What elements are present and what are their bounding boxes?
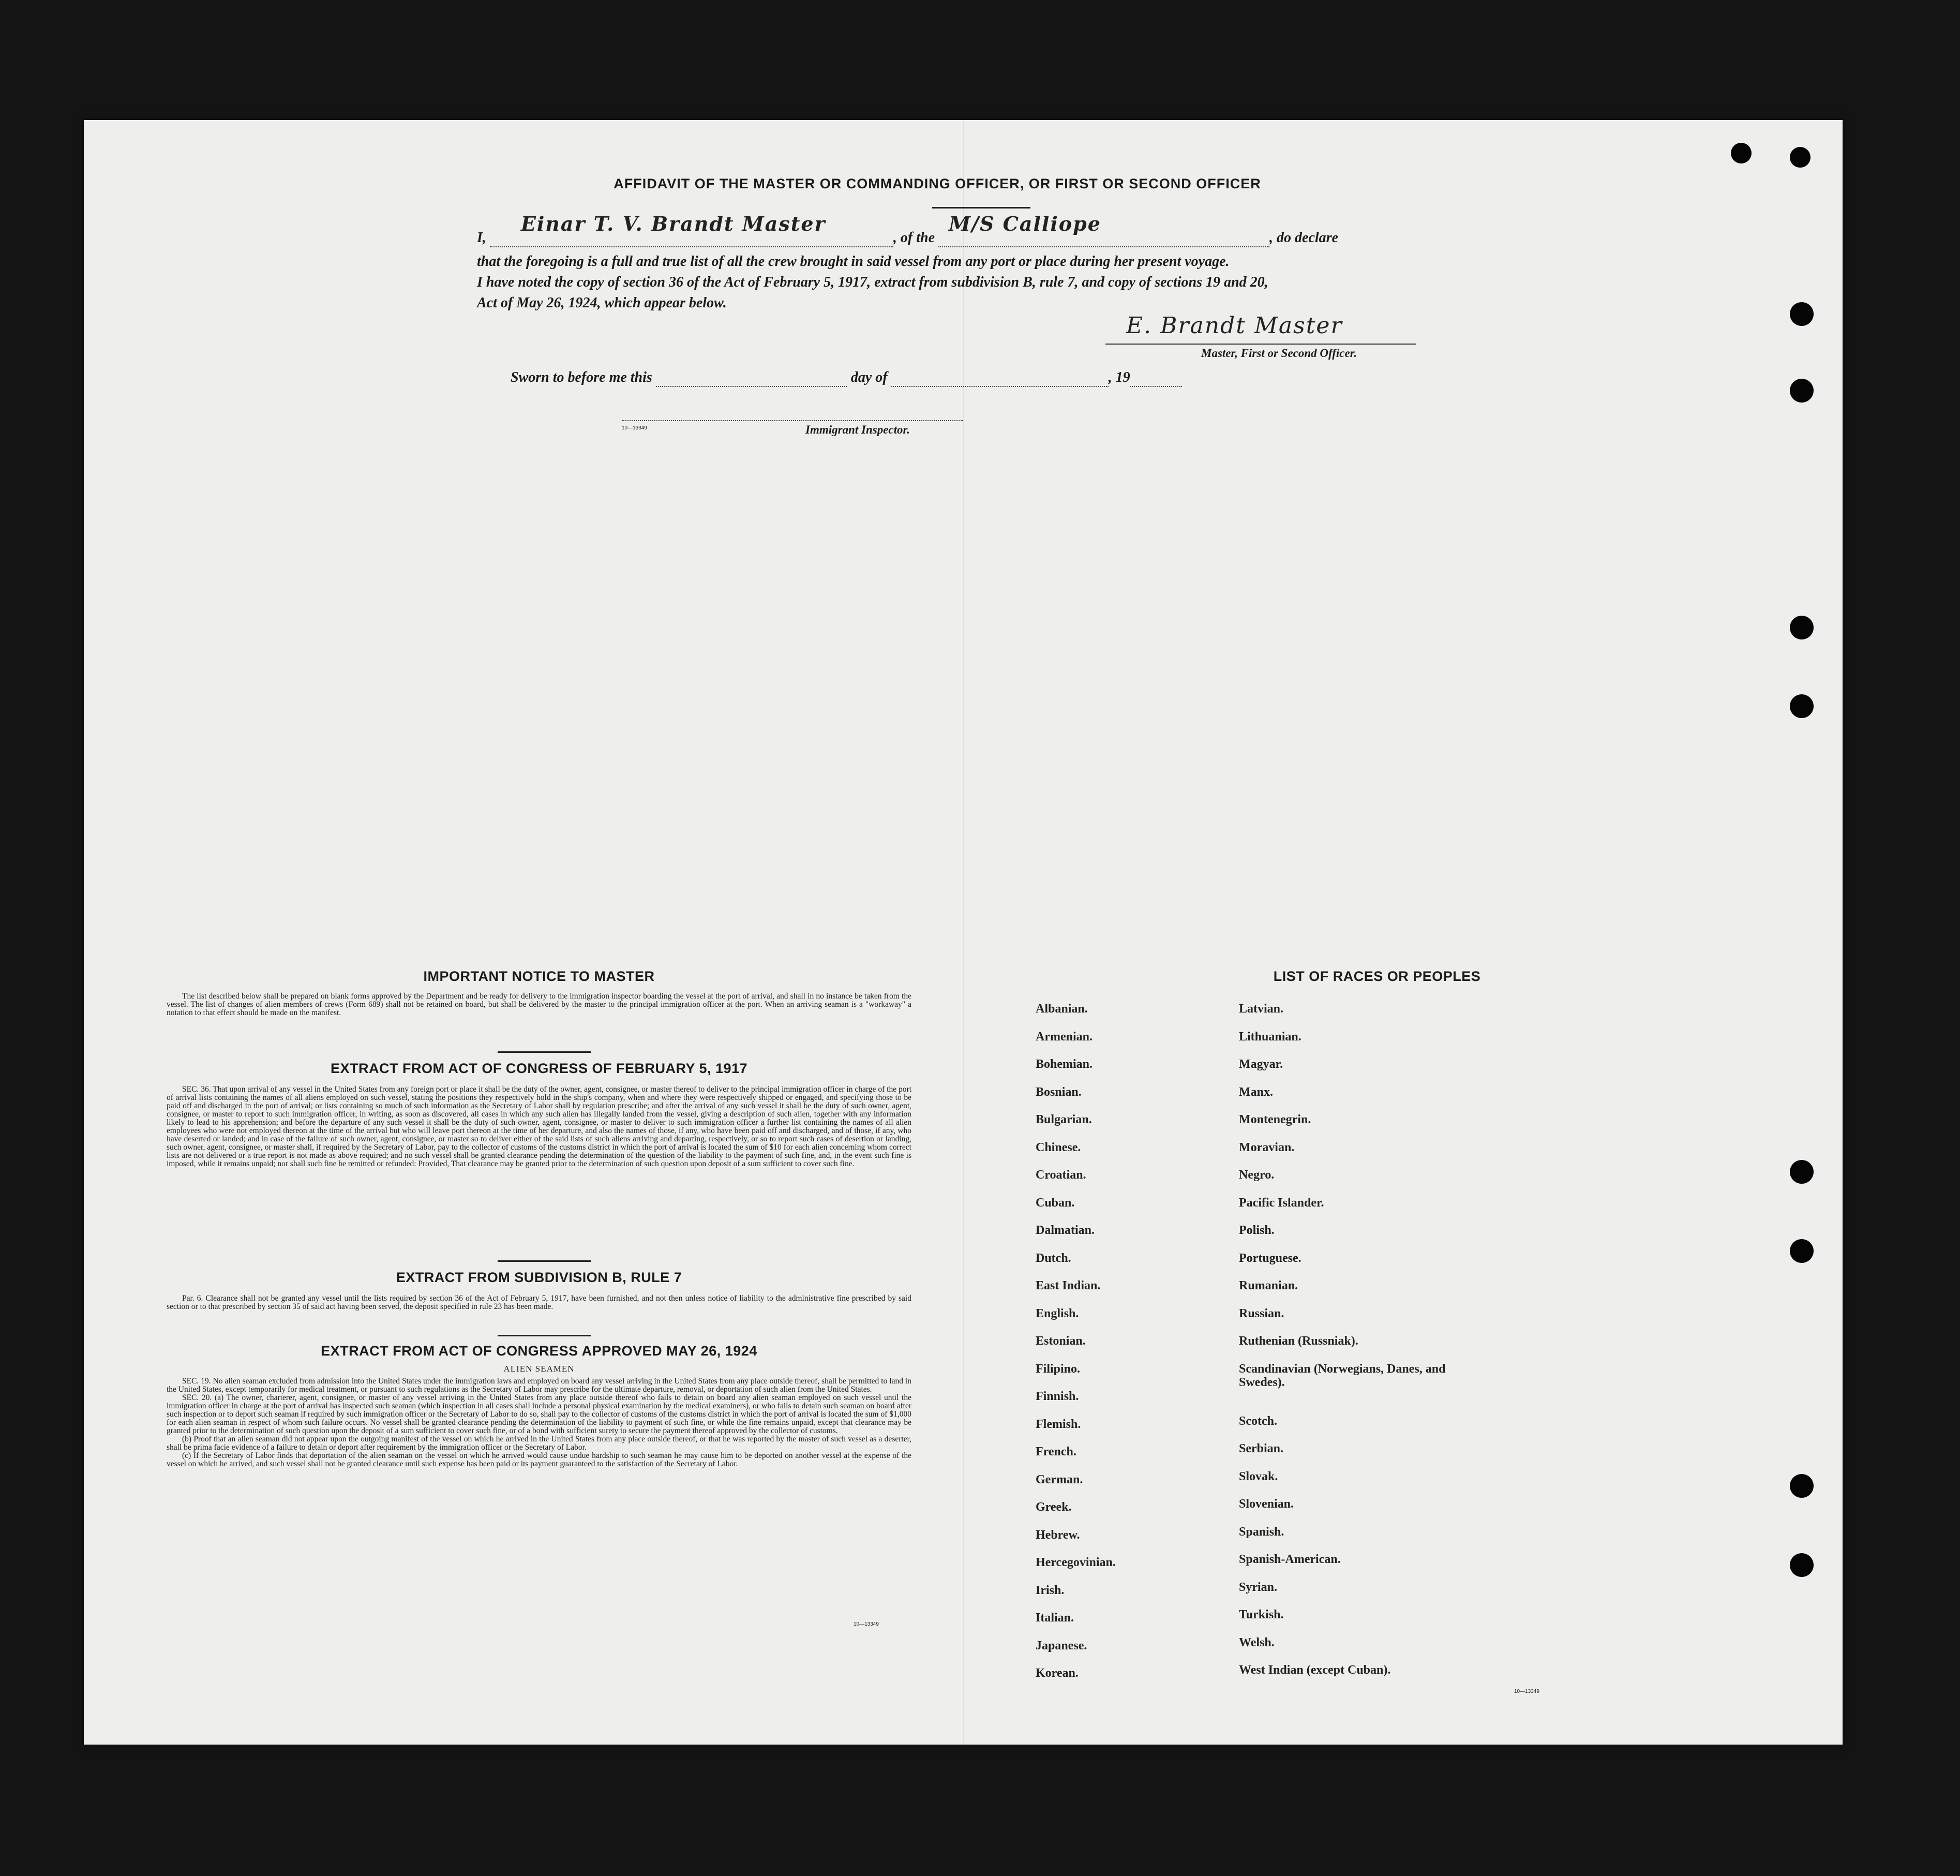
vessel-name-handwriting: M/S Calliope — [949, 212, 1101, 235]
affidavit-line-4: Act of May 26, 1924, which appear below. — [477, 295, 727, 311]
sec-20c-paragraph: (c) If the Secretary of Labor finds that deportation of the alien seaman on the vessel on which he arrived would cause undue hardship to such seaman he may cause him to be deported on another vessel at the expense of the vessel on which he arrived, and such vessel shall not be granted clearance until such expense has been paid or its payment guaranteed to the satisfaction of the Secretary of Labor. — [167, 1451, 911, 1468]
race-item: Croatian. — [1036, 1168, 1086, 1182]
punch-hole — [1731, 143, 1752, 163]
punch-hole — [1790, 147, 1811, 168]
race-item: Welsh. — [1239, 1635, 1275, 1649]
race-item: Filipino. — [1036, 1362, 1081, 1376]
race-item: Hebrew. — [1036, 1528, 1080, 1542]
fold-crease — [963, 120, 964, 1745]
race-item: Polish. — [1239, 1224, 1275, 1237]
races-column-2 — [1239, 1002, 1456, 1691]
race-item: Montenegrin. — [1239, 1113, 1311, 1126]
punch-hole — [1790, 1160, 1814, 1184]
race-item: Dutch. — [1036, 1251, 1071, 1265]
rule-7-body — [167, 1294, 911, 1311]
extract-1917-body — [167, 1085, 911, 1168]
race-item: Portuguese. — [1239, 1251, 1301, 1265]
race-item: Greek. — [1036, 1500, 1072, 1514]
rule-7-title: EXTRACT FROM SUBDIVISION B, RULE 7 — [396, 1270, 682, 1285]
race-item: Spanish. — [1239, 1525, 1284, 1539]
race-item: Latvian. — [1239, 1002, 1284, 1016]
punch-hole — [1790, 1553, 1814, 1577]
extract-1924-title: EXTRACT FROM ACT OF CONGRESS APPROVED MAY 26, 1924 — [321, 1343, 757, 1359]
affidavit-line-1 — [477, 212, 1338, 247]
notice-body — [167, 992, 911, 1017]
sworn-day-field — [656, 369, 847, 387]
race-item: Scandinavian (Norwegians, Danes, and Swedes). — [1239, 1362, 1446, 1389]
title-rule — [932, 207, 1030, 209]
race-item: Finnish. — [1036, 1390, 1079, 1403]
race-item: Slovenian. — [1239, 1497, 1294, 1511]
race-item: Ruthenian (Russniak). — [1239, 1334, 1358, 1348]
day-of-label: day of — [850, 369, 888, 385]
punch-hole — [1790, 302, 1814, 326]
race-item: Slovak. — [1239, 1469, 1278, 1483]
par-6-paragraph: Par. 6. Clearance shall not be granted any vessel until the lists required by section 36 of the Act of February 5, 1917, have been furnished, and not then unless notice of liability to the administrative fine prescribed by said section or to that prescribed by section 35 of said act having been served, the deposit specified in rule 23 has been made. — [167, 1294, 911, 1311]
extract-1924-body — [167, 1377, 911, 1468]
race-item: Japanese. — [1036, 1639, 1087, 1652]
section-rule — [498, 1051, 591, 1053]
race-item: Bosnian. — [1036, 1085, 1082, 1099]
sworn-year-field — [1130, 369, 1182, 387]
race-item: West Indian (except Cuban). — [1239, 1663, 1391, 1677]
sec-36-paragraph: SEC. 36. That upon arrival of any vessel in the United States from any foreign port or place it shall be the duty of the owner, agent, consignee, or master thereof to deliver to the principal immigration officer in charge of the port of arrival lists containing the names of all aliens employed on such vessel, stating the positions they respectively hold in the ship's company, when and where they were respectively shipped or engaged, and specifying those to be paid off and discharged in the port of arrival; or lists containing so much of such information as the Secretary of Labor shall by regulation prescribe; and after the arrival of any such vessel it shall be the duty of such owner, agent, consignee, or master to report to such immigration officer, in writing, as soon as discovered, all cases in which any such alien has illegally landed from the vessel, giving a description of such alien, together with any information likely to lead to his apprehension; and before the departure of any such vessel it shall be the duty of such owner, agent, consignee, or master to deliver to such immigration officer a further list containing the names of all alien employees who were not employed thereon at the time of the arrival but who will leave port thereon at the time of her departure, and also the names of those, if any, who have been paid off and discharged, and of those, if any, who have deserted or landed; and in case of the failure of such owner, agent, consignee, or master so to deliver either of the said lists of such aliens arriving and departing, respectively, or so to report such cases of desertion or landing, such owner, agent, consignee, or master shall, if required by the Secretary of Labor, pay to the collector of customs of the customs district in which the port of arrival is located the sum of $10 for each alien concerning whom correct lists are not delivered or a true report is not made as above required; and no such vessel shall be granted clearance pending the determination of the question of the liability to the payment of such fine, and, in the event such fine is imposed, while it remains unpaid; nor shall such fine be remitted or refunded: Provided, That clearance may be granted prior to the determination of such question upon deposit of a sum sufficient to cover such fine. — [167, 1085, 911, 1168]
sworn-month-field — [891, 369, 1109, 387]
races-column-1 — [1036, 1002, 1211, 1694]
vessel-name-field — [938, 212, 1269, 247]
punch-hole — [1790, 694, 1814, 718]
race-item: Chinese. — [1036, 1140, 1081, 1154]
race-item: Dalmatian. — [1036, 1224, 1095, 1237]
sec-20a-paragraph: SEC. 20. (a) The owner, charterer, agent, consignee, or master of any vessel arriving in the United States from any place outside thereof who fails to detain on board any alien seaman employed on such vessel until the immigration officer in charge at the port of arrival has inspected such seaman (which inspection in all cases shall include a personal physical examination by the medical examiners), or who fails to detain such seaman on board after such inspection or to deport such seaman if required by such immigration officer or the Secretary of Labor to do so, shall pay to the collector of customs of the customs district in which the port of arrival is located the sum of $1,000 for each alien seaman in respect of whom such failure occurs. No vessel shall be granted clearance pending the determination of the liability to payment of such fine, or while the fine remains unpaid, except that clearance may be granted prior to the determination of such question upon the deposit of a sum sufficient to cover such fine, or of a bond with sufficient surety to secure the payment thereof approved by the collector of customs. — [167, 1393, 911, 1435]
of-the-label: , of the — [893, 230, 935, 246]
race-item: Manx. — [1239, 1085, 1273, 1099]
punch-hole — [1790, 616, 1814, 639]
race-item: Russian. — [1239, 1306, 1284, 1320]
inspector-caption: Immigrant Inspector. — [805, 423, 910, 436]
race-item: Rumanian. — [1239, 1279, 1298, 1292]
race-item: Turkish. — [1239, 1608, 1284, 1621]
race-item: Bohemian. — [1036, 1058, 1093, 1071]
alien-seamen-subtitle: ALIEN SEAMEN — [503, 1364, 575, 1374]
punch-hole — [1790, 1474, 1814, 1498]
extract-form-number: 10—13349 — [854, 1621, 879, 1627]
master-name-handwriting: Einar T. V. Brandt Master — [520, 212, 826, 235]
race-item: Pacific Islander. — [1239, 1196, 1324, 1210]
master-signature: E. Brandt Master — [1126, 312, 1343, 339]
master-name-field — [490, 212, 893, 247]
race-item: Moravian. — [1239, 1140, 1295, 1154]
notice-paragraph: The list described below shall be prepared on blank forms approved by the Department and be ready for delivery to the immigration inspector boarding the vessel at the port of arrival, and shall in no instance be taken from the vessel. The list of changes of alien members of crews (Form 689) shall not be retained on board, but shall be delivered by the master to the principal immigration officer at the port. When an arriving seaman is a "workaway" a notation to that effect should be made on the manifest. — [167, 992, 911, 1017]
section-rule — [498, 1260, 591, 1262]
sec-19-paragraph: SEC. 19. No alien seaman excluded from admission into the United States under the immigration laws and employed on board any vessel arriving in the United States from any place outside thereof, shall be permitted to land in the United States, except temporarily for medical treatment, or pursuant to such regulations as the Secretary of Labor may prescribe for the ultimate departure, removal, or deportation of such alien from the United States. — [167, 1377, 911, 1394]
year-prefix: , 19 — [1108, 369, 1130, 385]
race-item: Magyar. — [1239, 1058, 1283, 1071]
affidavit-line-3: I have noted the copy of section 36 of the Act of February 5, 1917, extract from subdivision B, rule 7, and copy of sections 19 and 20, — [477, 274, 1268, 290]
race-item: Albanian. — [1036, 1002, 1088, 1016]
race-item: Cuban. — [1036, 1196, 1075, 1210]
race-item: Flemish. — [1036, 1417, 1081, 1431]
race-item: Italian. — [1036, 1611, 1074, 1625]
race-item: Spanish-American. — [1239, 1553, 1341, 1566]
race-item: Hercegovinian. — [1036, 1556, 1116, 1569]
punch-hole — [1790, 379, 1814, 403]
inspector-signature-line — [622, 420, 963, 421]
sworn-label: Sworn to before me this — [511, 369, 652, 385]
notice-title: IMPORTANT NOTICE TO MASTER — [423, 969, 655, 984]
sworn-line — [511, 369, 1182, 387]
race-item: English. — [1036, 1306, 1079, 1320]
race-item: Lithuanian. — [1239, 1030, 1301, 1044]
races-title: LIST OF RACES OR PEOPLES — [1273, 969, 1481, 984]
race-item: Negro. — [1239, 1168, 1275, 1182]
punch-hole — [1790, 1239, 1814, 1263]
race-item: Armenian. — [1036, 1030, 1093, 1044]
signature-caption: Master, First or Second Officer. — [1201, 347, 1357, 360]
races-form-number: 10—13349 — [1514, 1689, 1539, 1694]
race-item: Bulgarian. — [1036, 1113, 1092, 1126]
extract-1917-title: EXTRACT FROM ACT OF CONGRESS OF FEBRUARY 5, 1917 — [330, 1061, 748, 1076]
race-item: Estonian. — [1036, 1334, 1086, 1348]
race-item: Scotch. — [1239, 1414, 1277, 1428]
race-item: East Indian. — [1036, 1279, 1101, 1292]
race-item: Korean. — [1036, 1666, 1079, 1680]
race-item: Irish. — [1036, 1583, 1065, 1597]
signature-line — [1105, 344, 1416, 345]
race-item: Serbian. — [1239, 1442, 1284, 1455]
affidavit-form-number: 10—13349 — [622, 425, 647, 431]
sec-20b-paragraph: (b) Proof that an alien seaman did not appear upon the outgoing manifest of the vessel on which he arrived in the United States from any place outside thereof, or that he was reported by the master of such vessel as a deserter, shall be prima facie evidence of a failure to detain or deport after requirement by the immigration officer or the Secretary of Labor. — [167, 1435, 911, 1452]
do-declare-label: , do declare — [1269, 230, 1338, 246]
race-item: French. — [1036, 1445, 1076, 1458]
race-item: German. — [1036, 1472, 1083, 1486]
affidavit-title: AFFIDAVIT OF THE MASTER OR COMMANDING OFFICER, OR FIRST OR SECOND OFFICER — [614, 176, 1261, 191]
section-rule — [498, 1335, 591, 1336]
affidavit-line-2: that the foregoing is a full and true list of all the crew brought in said vessel from any port or place during her present voyage. — [477, 254, 1230, 270]
race-item: Syrian. — [1239, 1580, 1278, 1594]
i-label: I, — [477, 230, 486, 246]
document-page — [84, 120, 1843, 1745]
